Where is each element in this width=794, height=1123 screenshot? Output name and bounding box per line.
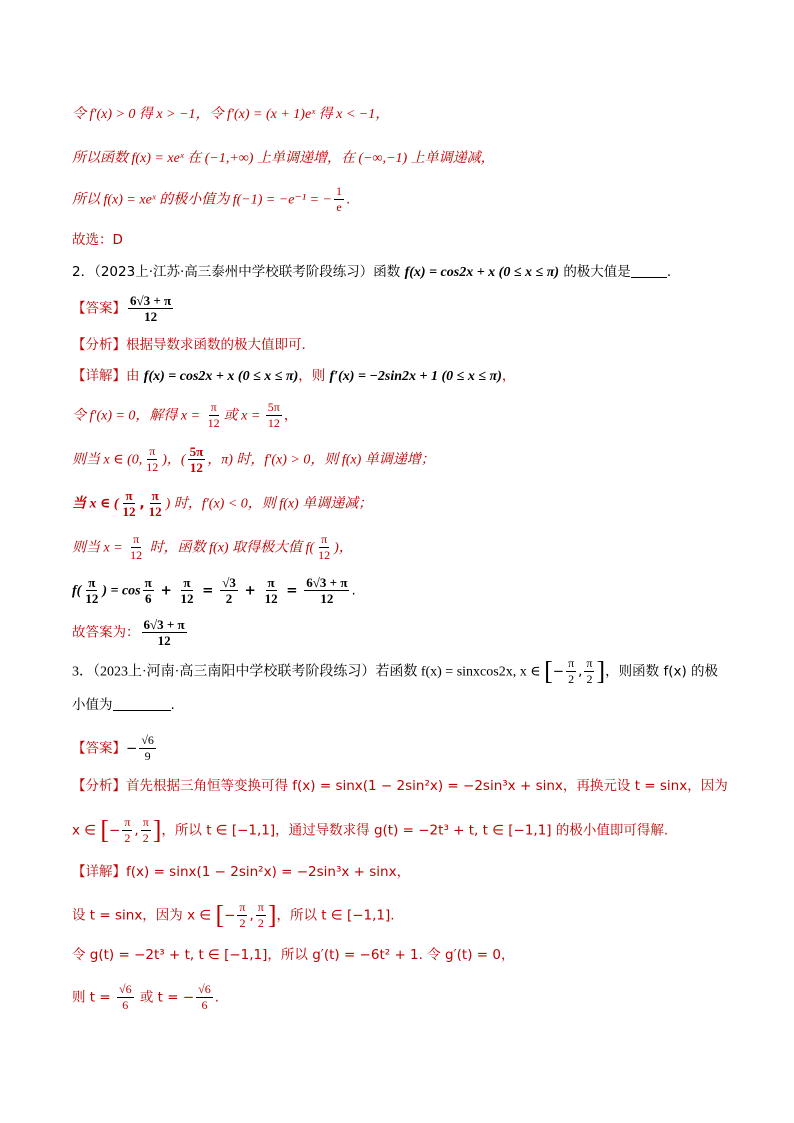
q2-function: f(x) = cos2x + x (0 ≤ x ≤ π): [404, 265, 560, 280]
fraction-pi-6: $\frac{\pi}{6}$: [144, 575, 152, 606]
q2-stem-prefix: 2．（2023上·江苏·高三泰州中学校联考阶段练习）函数: [72, 264, 401, 280]
choice-text: 故选：D: [72, 232, 123, 248]
solution-line-3: 所以 f(x) = xeˣ 的极小值为 f(−1) = −e⁻¹ = − $\frac{1}{e}$ .: [72, 184, 351, 214]
fraction-5pi-12: $\frac{5\pi}{12}$: [267, 400, 280, 430]
fraction-sqrt6-6: $\frac{√6}{6}$: [118, 982, 132, 1012]
fraction-pi-12: $\frac{\pi}{12}$: [130, 532, 143, 562]
q2-step-1: 令 f′(x) = 0，解得 x = $\frac{\pi}{12}$ 或 x = $\frac{5\pi}{12}$ ，: [72, 400, 298, 430]
q2-final: [72, 617, 734, 648]
answer-tag: 【答案】: [72, 740, 126, 757]
q3-stem-suffix: ，则函数 f(x) 的极: [605, 663, 719, 680]
q2-step-2-post: ，π) 时，f′(x) > 0，则 f(x) 单调递增；: [207, 452, 435, 468]
eval-eq-2: =: [281, 582, 303, 599]
q2-step-3-text: 当 x ∈ (: [72, 496, 119, 512]
question-2-stem: 2．（2023上·江苏·高三泰州中学校联考阶段练习）函数 f(x) = cos2x + x (0 ≤ x ≤ π) 的极大值是 .: [72, 264, 672, 280]
answer-tag: 【答案】: [72, 300, 126, 317]
fraction-5pi-12: $\frac{5\pi}{12}$: [189, 444, 204, 475]
derivative-condition: 令 f′(x) > 0 得 x > −1，令 f′(x) = (x + 1)eˣ 得 x < −1，: [72, 107, 390, 122]
q3-analysis-text-2a: x ∈: [72, 822, 101, 839]
fraction-one-over-e: $\frac{1}{e}$: [336, 184, 343, 214]
detail-prefix: 由: [126, 368, 140, 384]
q3-detail-text-2b: ，所以 t ∈ [−1,1].: [276, 907, 395, 924]
analysis-tag: 【分析】: [72, 778, 126, 794]
q2-step-2: [72, 444, 734, 475]
q3-stem-line-2: 小值为: [72, 697, 113, 713]
q2-step-1-or: 或 x =: [223, 408, 264, 424]
q3-detail-1: [72, 862, 734, 882]
fraction-sqrt6-6: $\frac{√6}{6}$: [198, 982, 211, 1012]
result-fraction: $\frac{6√3 + \pi}{12}$: [306, 575, 348, 606]
detail-tag: 【详解】: [72, 368, 126, 384]
analysis-text: 根据导数求函数的极大值即可.: [126, 337, 306, 353]
eval-plus-2: +: [239, 582, 261, 599]
final-prefix: 故答案为：: [72, 624, 140, 641]
q3-detail-2: 设 t = sinx，因为 x ∈ [− $\frac{\pi}{2}$ , $\frac{\pi}{2}$ ]，所以 t ∈ [−1,1].: [72, 900, 395, 930]
q2-detail-line: 【详解】由 f(x) = cos2x + x (0 ≤ x ≤ π)，则 f′(x) = −2sin2x + 1 (0 ≤ x ≤ π)，: [72, 368, 516, 384]
monotonic-statement: 所以函数 f(x) = xeˣ 在 (−1,+∞) 上单调递增，在 (−∞,−1) 上单调递减，: [72, 151, 495, 166]
solution-line-2: [72, 148, 734, 169]
q3-answer-fraction: $\frac{√6}{9}$: [141, 733, 154, 763]
q2-step-4: [72, 532, 734, 563]
question-3-stem: 3．（2023上·河南·高三南阳中学校联考阶段练习）若函数 f(x) = sinxcos2x, x ∈ [− $\frac{\pi}{2}$ , $\frac{\pi}{2}$ ]，则函数 f(x) 的极: [72, 656, 719, 686]
minimum-value-text: 所以 f(x) = xeˣ 的极小值为 f(−1) = −e⁻¹ = −: [72, 192, 333, 208]
fraction-pi-2: $\frac{\pi}{2}$: [568, 656, 575, 686]
fraction-pi-12: $\frac{\pi}{12}$: [264, 575, 278, 606]
q3-analysis-2: x ∈ [− $\frac{\pi}{2}$ , $\frac{\pi}{2}$ ]，所以 t ∈ [−1,1]，通过导数求得 g(t) = −2t³ + t, t ∈ [−1,1] 的极小值即可得解.: [72, 815, 669, 845]
question-3-stem-cont: 小值为 .: [72, 697, 175, 713]
q3-analysis-1: [72, 776, 734, 796]
q2-detail-function: f(x) = cos2x + x (0 ≤ x ≤ π): [143, 369, 299, 384]
q2-step-4-text: 则当 x =: [72, 540, 127, 556]
analysis-tag: 【分析】: [72, 337, 126, 353]
answer-sign: −: [126, 740, 138, 757]
eval-f: f(: [72, 583, 82, 599]
fraction-pi-2: $\frac{\pi}{2}$: [142, 815, 149, 845]
q3-detail-text-2a: 设 t = sinx，因为 x ∈: [72, 907, 216, 924]
answer-blank: [113, 696, 171, 711]
detail-mid: ，则: [298, 368, 326, 384]
q2-evaluation: f( $\frac{\pi}{12}$ ) = cos $\frac{\pi}{6}$ + $\frac{\pi}{12}$ = $\frac{√3}{2}$ + $\frac{\pi}{12}$ = $\frac{6√3 + \pi}{12}$ .: [72, 575, 356, 606]
fraction-pi-2: $\frac{\pi}{2}$: [586, 656, 593, 686]
q3-answer-line: [72, 733, 734, 764]
fraction-pi-12: $\frac{\pi}{12}$: [85, 575, 99, 606]
final-fraction: $\frac{6√3 + \pi}{12}$: [143, 617, 185, 648]
q2-step-2-text: 则当 x ∈ (0,: [72, 452, 143, 468]
fraction-pi-2: $\frac{\pi}{2}$: [239, 900, 246, 930]
q3-analysis-text-2b: ，所以 t ∈ [−1,1]，通过导数求得 g(t) = −2t³ + t, t ∈ [−1,1] 的极小值即可得解.: [161, 822, 669, 839]
q2-step-4-mid: 时，函数 f(x) 取得极大值 f(: [146, 540, 315, 556]
fraction-pi-12: $\frac{\pi}{12}$: [207, 400, 220, 430]
q2-detail-derivative: f′(x) = −2sin2x + 1 (0 ≤ x ≤ π): [329, 369, 502, 384]
q2-step-4-post: )，: [334, 540, 353, 556]
fraction-pi-2: $\frac{\pi}{2}$: [124, 815, 131, 845]
answer-blank: [631, 263, 667, 278]
q2-answer-fraction: $\frac{6√3 + \pi}{12}$: [130, 293, 172, 324]
q3-stem-prefix: 3．（2023上·河南·高三南阳中学校联考阶段练习）若函数 f(x) = sinxcos2x, x ∈: [72, 664, 545, 680]
q3-detail-text-4c: .: [214, 989, 220, 1006]
fraction-pi-12: $\frac{\pi}{12}$: [148, 488, 162, 519]
q3-detail-text-1: f(x) = sinx(1 − 2sin²x) = −2sin³x + sinx，: [126, 864, 411, 880]
q3-detail-4: [72, 982, 734, 1013]
solution-line-1: [72, 104, 734, 125]
q2-step-1-text: 令 f′(x) = 0，解得 x =: [72, 408, 204, 424]
fraction-pi-12: $\frac{\pi}{12}$: [318, 532, 331, 562]
choice-line: [72, 230, 734, 250]
q3-detail-text-3: 令 g(t) = −2t³ + t, t ∈ [−1,1]，所以 g′(t) = −6t² + 1. 令 g′(t) = 0，: [72, 947, 515, 963]
fraction-pi-12: $\frac{\pi}{12}$: [122, 488, 136, 519]
q3-detail-3: [72, 945, 734, 965]
q2-stem-suffix: 的极大值是: [563, 264, 631, 280]
detail-tag: 【详解】: [72, 864, 126, 880]
q2-step-3: 当 x ∈ ( $\frac{\pi}{12}$ , $\frac{\pi}{12}$ ) 时，f′(x) < 0，则 f(x) 单调递减；: [72, 488, 373, 519]
fraction-pi-12: $\frac{\pi}{12}$: [146, 444, 159, 474]
fraction-sqrt3-2: $\frac{√3}{2}$: [222, 575, 236, 606]
q3-detail-text-4b: 或 t = −: [135, 989, 195, 1006]
q3-detail-text-4a: 则 t =: [72, 989, 115, 1006]
fraction-pi-2: $\frac{\pi}{2}$: [257, 900, 264, 930]
q3-analysis-text-1: 首先根据三角恒等变换可得 f(x) = sinx(1 − 2sin²x) = −2sin³x + sinx，再换元设 t = sinx，因为: [126, 778, 728, 794]
eval-plus: +: [155, 582, 177, 599]
fraction-pi-12: $\frac{\pi}{12}$: [180, 575, 194, 606]
eval-cos: ) = cos: [102, 583, 141, 599]
q2-step-3-post: ) 时，f′(x) < 0，则 f(x) 单调递减；: [165, 496, 373, 512]
q2-answer-line: [72, 293, 734, 324]
q2-step-2-mid: )，(: [162, 452, 186, 468]
eval-eq: =: [197, 582, 219, 599]
q2-analysis-line: [72, 335, 734, 355]
